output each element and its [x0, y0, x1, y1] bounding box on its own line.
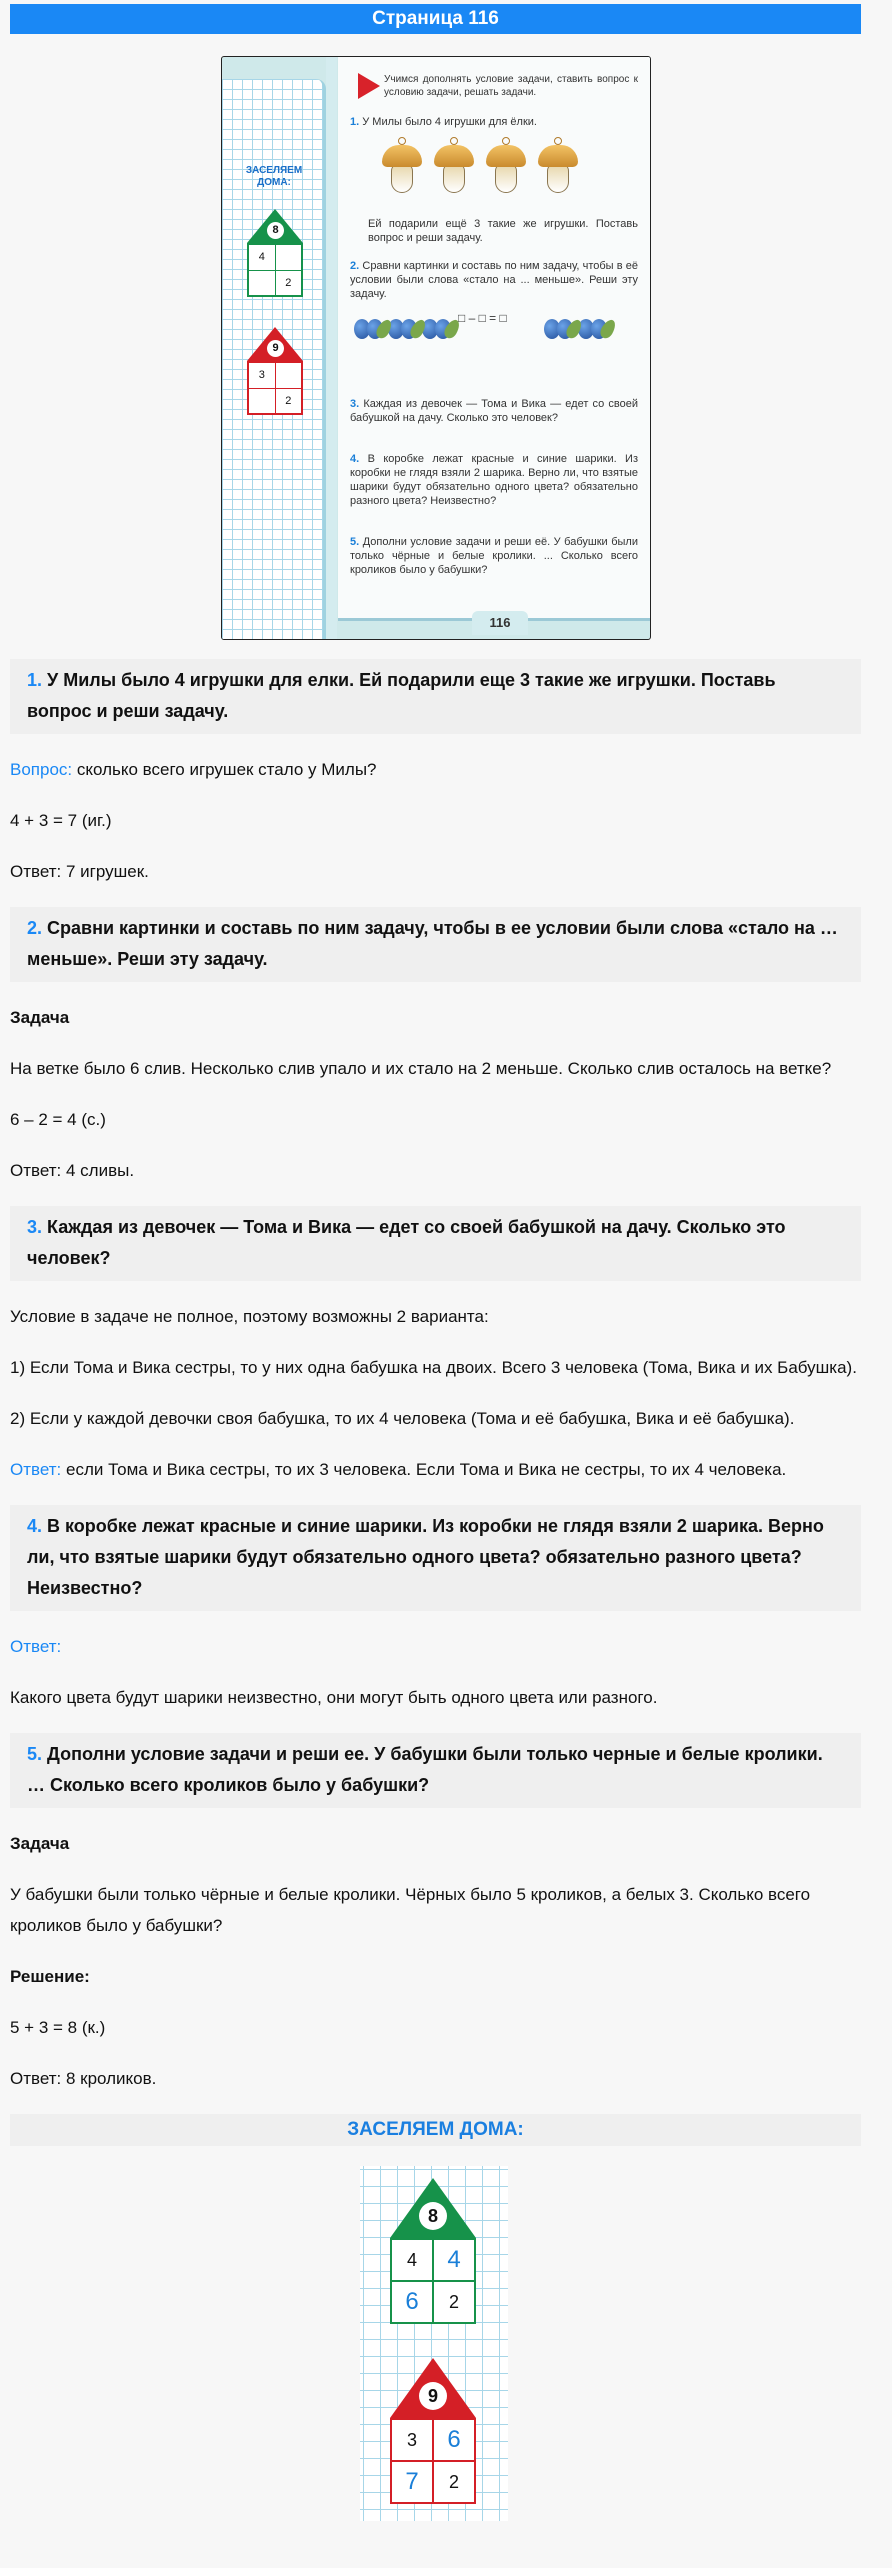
- task-number: 2.: [350, 260, 360, 272]
- house-cells: [247, 243, 303, 297]
- house-cell: 3: [248, 362, 275, 388]
- book-task-4: [350, 452, 638, 508]
- house-cell: 2: [433, 2281, 475, 2323]
- answer-label: Ответ:: [10, 1460, 62, 1479]
- task-number: 3.: [350, 398, 360, 410]
- book-task-1-cont: Ей подарили ещё 3 такие же игрушки. Поставь вопрос и реши задачу.: [368, 218, 638, 244]
- book-task-3: [350, 397, 638, 425]
- task-text: В коробке лежат красные и синие шарики. Из коробки не глядя взяли 2 шарика. Верно ли, что взятые шарики будут обязательно одного цвета? обязательно разного цвета? Неизвестно?: [350, 453, 638, 507]
- roof-number: 8: [267, 222, 284, 239]
- question-line: [10, 754, 861, 785]
- task-text: Дополни условие задачи и реши её. У бабушки были только чёрные и белые кролики. ... Сколько всего кроликов было у бабушки?: [350, 536, 638, 576]
- question-text: Каждая из девочек — Тома и Вика — едет со своей бабушкой на дачу. Сколько это человек?: [27, 1217, 786, 1268]
- question-3: [10, 1206, 861, 1281]
- variant-2: 2) Если у каждой девочки своя бабушка, то их 4 человека (Тома и её бабушка, Вика и её бабушка).: [10, 1409, 795, 1428]
- house-cells: [247, 361, 303, 415]
- houses-title: ЗАСЕЛЯЕМ ДОМА:: [10, 2114, 861, 2146]
- solution-label: Решение:: [10, 1967, 90, 1986]
- answer: [10, 1454, 861, 1485]
- question-4: [10, 1505, 861, 1611]
- house-cell: 2: [433, 2461, 475, 2503]
- question-text: Сравни картинки и составь по ним задачу, чтобы в ее условии были слова «стало на … меньше». Реши эту задачу.: [27, 918, 838, 969]
- house-cell: [248, 270, 275, 296]
- task-text: У бабушки были только чёрные и белые кролики. Чёрных было 5 кроликов, а белых 3. Сколько всего кроликов было у бабушки?: [10, 1885, 811, 1935]
- book-task-2: [350, 259, 638, 301]
- house-cell: 3: [391, 2419, 433, 2461]
- answer: Ответ: 8 кроликов.: [10, 2069, 157, 2088]
- side-title: [222, 165, 326, 189]
- task-text: У Милы было 4 игрушки для ёлки.: [362, 116, 537, 128]
- solution: 4 + 3 = 7 (иг.): [10, 811, 112, 830]
- answer-text: если Тома и Вика сестры, то их 3 человека. Если Тома и Вика не сестры, то их 4 человека.: [65, 1460, 787, 1479]
- house-red: [390, 2358, 476, 2504]
- condition-note: Условие в задаче не полное, поэтому возможны 2 варианта:: [10, 1307, 489, 1326]
- house-cell: [275, 362, 302, 388]
- mushroom-toy-icon: [382, 137, 422, 197]
- variant-1: 1) Если Тома и Вика сестры, то у них одна бабушка на двоих. Всего 3 человека (Тома, Вика и их Бабушка).: [10, 1358, 857, 1377]
- question-label: Вопрос:: [10, 760, 73, 779]
- solution: 6 – 2 = 4 (с.): [10, 1110, 106, 1129]
- house-roof: [390, 2178, 476, 2238]
- house-cells: [390, 2238, 476, 2324]
- house-green: [390, 2178, 476, 2324]
- house-cell-answer: 6: [391, 2281, 433, 2323]
- task-text: Каждая из девочек — Тома и Вика — едет со своей бабушкой на дачу. Сколько это человек?: [350, 398, 638, 424]
- roof-number: 8: [419, 2202, 447, 2230]
- side-title-line1: ЗАСЕЛЯЕМ: [245, 165, 303, 176]
- question-answer-text: сколько всего игрушек стало у Милы?: [76, 760, 377, 779]
- house-roof: [247, 327, 303, 361]
- page-margin-strip: [326, 57, 337, 639]
- house-cell: 2: [275, 270, 302, 296]
- answer: Ответ: 4 сливы.: [10, 1161, 135, 1180]
- book-page-number: 116: [472, 611, 528, 635]
- answer: Ответ: 7 игрушек.: [10, 862, 149, 881]
- house-cell: 2: [275, 388, 302, 414]
- question-number: 1.: [27, 670, 43, 690]
- house-cell: 4: [248, 244, 275, 270]
- book-task-1: [350, 115, 638, 129]
- house-cell: [275, 244, 302, 270]
- task-text: На ветке было 6 слив. Несколько слив упало и их стало на 2 меньше. Сколько слив осталось на ветке?: [10, 1059, 832, 1078]
- question-text: У Милы было 4 игрушки для елки. Ей подарили еще 3 такие же игрушки. Поставь вопрос и реши задачу.: [27, 670, 776, 721]
- answer-text: Какого цвета будут шарики неизвестно, они могут быть одного цвета или разного.: [10, 1688, 658, 1707]
- house-cell: 4: [391, 2239, 433, 2281]
- plum-branch-4-icon: [544, 319, 612, 339]
- side-title-line2: ДОМА:: [257, 177, 291, 188]
- question-text: Дополни условие задачи и реши ее. У бабушки были только черные и белые кролики. … Сколько всего кроликов было у бабушки?: [27, 1744, 823, 1795]
- mini-house-red: [247, 327, 303, 415]
- question-number: 3.: [27, 1217, 43, 1237]
- house-cell-answer: 6: [433, 2419, 475, 2461]
- plum-branch-6-icon: [354, 319, 456, 339]
- equation-template: □ – □ = □: [458, 311, 507, 325]
- roof-number: 9: [419, 2382, 447, 2410]
- task-label: Задача: [10, 1834, 70, 1853]
- toy-mushrooms: [382, 137, 578, 197]
- question-5: [10, 1733, 861, 1808]
- task-number: 5.: [350, 536, 360, 548]
- question-number: 2.: [27, 918, 43, 938]
- question-number: 4.: [27, 1516, 43, 1536]
- task-number: 1.: [350, 116, 360, 128]
- task-text: Сравни картинки и составь по ним задачу, чтобы в её условии были слова «стало на ... меньше». Реши эту задачу.: [350, 260, 638, 300]
- house-cell: [248, 388, 275, 414]
- house-cells: [390, 2418, 476, 2504]
- textbook-page-image: [221, 56, 651, 640]
- task-number: 4.: [350, 453, 360, 465]
- question-1: [10, 659, 861, 734]
- mushroom-toy-icon: [486, 137, 526, 197]
- intro-text: Учимся дополнять условие задачи, ставить вопрос к условию задачи, решать задачи.: [384, 74, 638, 98]
- book-task-5: [350, 535, 638, 577]
- house-cell-answer: 7: [391, 2461, 433, 2503]
- task-label: Задача: [10, 1008, 70, 1027]
- question-2: [10, 907, 861, 982]
- houses-grid: [360, 2166, 508, 2521]
- roof-number: 9: [267, 340, 284, 357]
- solution: 5 + 3 = 8 (к.): [10, 2018, 106, 2037]
- mushroom-toy-icon: [434, 137, 474, 197]
- mushroom-toy-icon: [538, 137, 578, 197]
- page-title: Страница 116: [10, 4, 861, 34]
- house-roof: [247, 209, 303, 243]
- question-number: 5.: [27, 1744, 43, 1764]
- mini-house-green: [247, 209, 303, 297]
- answer-label: Ответ:: [10, 1637, 62, 1656]
- question-text: В коробке лежат красные и синие шарики. Из коробки не глядя взяли 2 шарика. Верно ли, что взятые шарики будут обязательно одного цвета? обязательно разного цвета? Неизвестно?: [27, 1516, 824, 1598]
- red-triangle-icon: [358, 73, 380, 99]
- house-cell-answer: 4: [433, 2239, 475, 2281]
- house-roof: [390, 2358, 476, 2418]
